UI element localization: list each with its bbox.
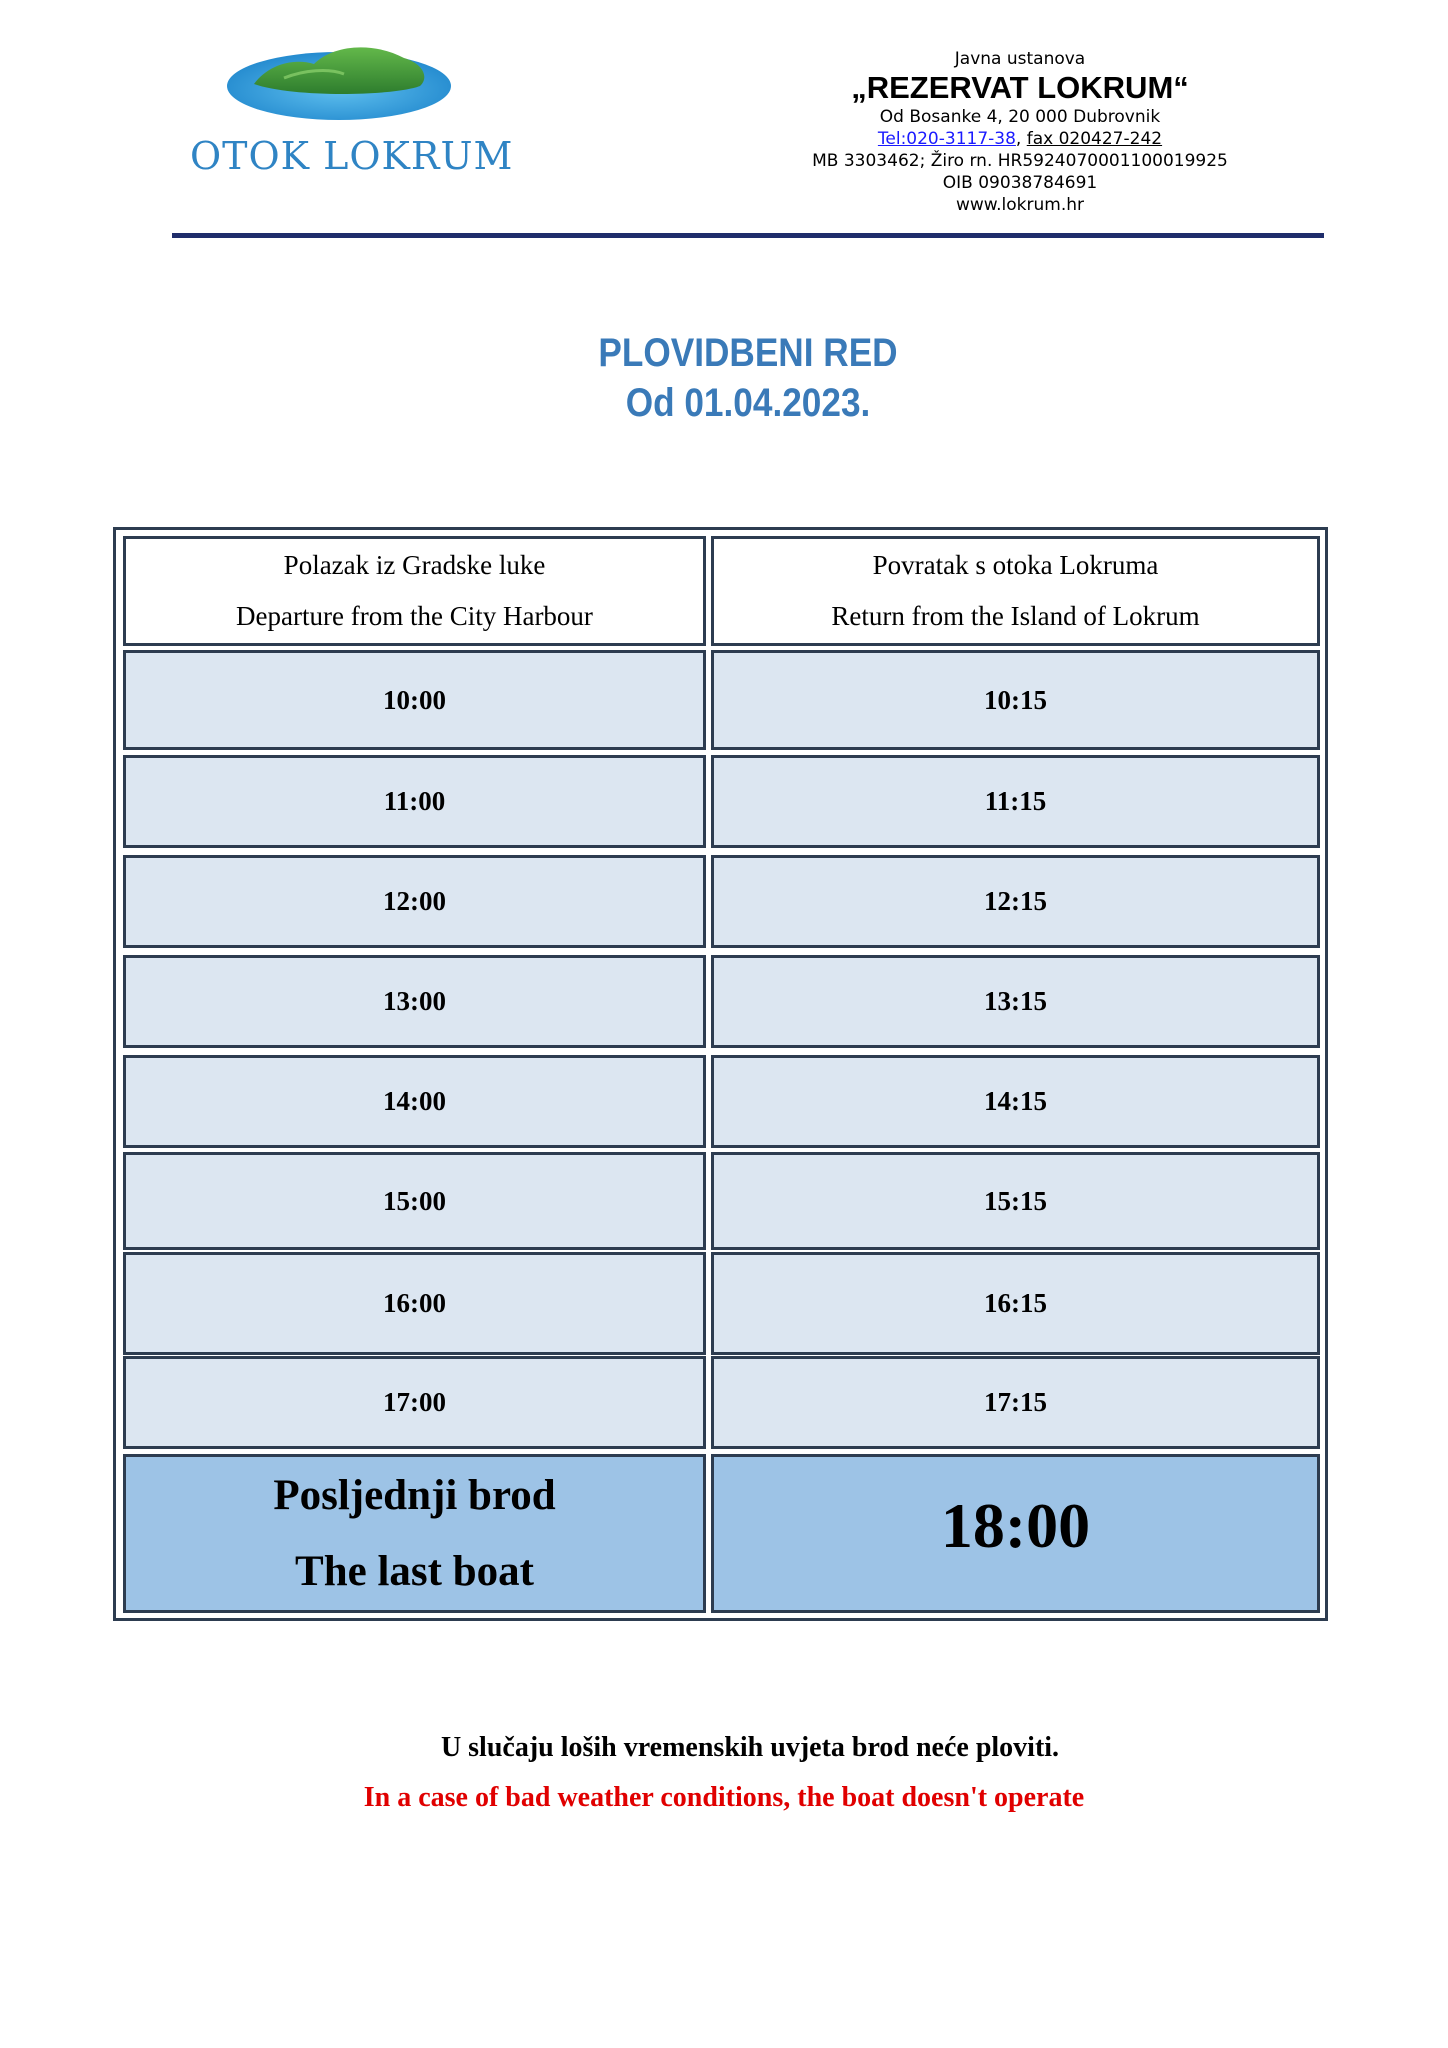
last-boat-label-en: The last boat: [295, 1547, 534, 1595]
departure-time: 14:00: [123, 1055, 706, 1148]
departure-time: 13:00: [123, 955, 706, 1048]
departure-time: 11:00: [123, 755, 706, 848]
departure-header-hr: Polazak iz Gradske luke: [283, 550, 546, 580]
return-time: 12:15: [711, 855, 1320, 948]
header-divider: [172, 233, 1324, 238]
last-boat-time: 18:00: [711, 1454, 1320, 1613]
return-header: [711, 536, 1320, 646]
logo-text: OTOK LOKRUM: [190, 134, 514, 178]
return-time: 11:15: [711, 755, 1320, 848]
organization-info: [780, 48, 1260, 216]
org-contact: Tel:020-3117-38, fax 020427-242: [877, 129, 1163, 149]
title-line-1: PLOVIDBENI RED: [598, 331, 898, 375]
return-time: 10:15: [711, 650, 1320, 750]
weather-notice-en: In a case of bad weather conditions, the boat doesn't operate: [363, 1782, 1085, 1813]
org-address: Od Bosanke 4, 20 000 Dubrovnik: [879, 107, 1161, 127]
org-website: www.lokrum.hr: [955, 195, 1084, 215]
return-time: 14:15: [711, 1055, 1320, 1148]
return-time: 16:15: [711, 1252, 1320, 1355]
title-line-2: Od 01.04.2023.: [625, 381, 871, 425]
fax-number: fax 020427-242: [1026, 129, 1163, 149]
departure-time: 17:00: [123, 1356, 706, 1449]
weather-notice-hr: U slučaju loših vremenskih uvjeta brod neće ploviti.: [440, 1732, 1060, 1763]
return-header-en: Return from the Island of Lokrum: [831, 601, 1200, 631]
page-title: [90, 328, 1364, 428]
return-time: 15:15: [711, 1152, 1320, 1250]
return-time: 17:15: [711, 1356, 1320, 1449]
return-header-hr: Povratak s otoka Lokruma: [872, 550, 1159, 580]
departure-time: 15:00: [123, 1152, 706, 1250]
org-name: „REZERVAT LOKRUM“: [851, 70, 1189, 105]
departure-time: 10:00: [123, 650, 706, 750]
departure-header: [123, 536, 706, 646]
org-type: Javna ustanova: [954, 49, 1086, 69]
departure-time: 12:00: [123, 855, 706, 948]
org-oib: OIB 09038784691: [942, 173, 1098, 193]
departure-time: 16:00: [123, 1252, 706, 1355]
departure-header-en: Departure from the City Harbour: [236, 601, 593, 631]
phone-link[interactable]: Tel:020-3117-38: [877, 129, 1016, 149]
org-registry: MB 3303462; Žiro rn. HR5924070001100019925: [812, 151, 1228, 171]
last-boat-label-hr: Posljednji brod: [273, 1471, 556, 1519]
timetable: [113, 527, 1328, 1621]
otok-lokrum-logo: [190, 34, 514, 184]
return-time: 13:15: [711, 955, 1320, 1048]
last-boat-label: [123, 1454, 706, 1613]
island-logo-icon: [224, 34, 454, 124]
